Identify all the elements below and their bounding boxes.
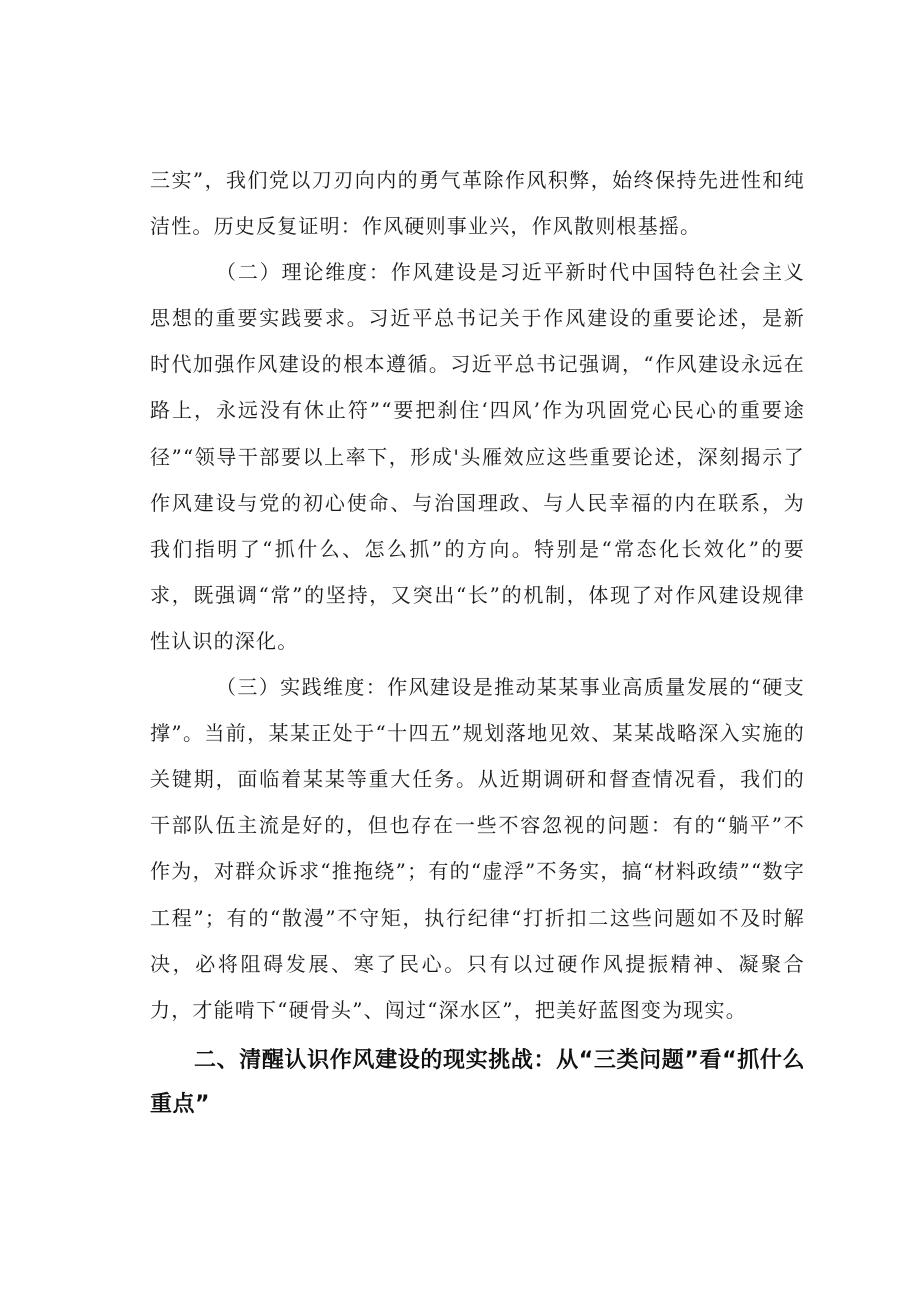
paragraph-theory-dimension: （二）理论维度：作风建设是习近平新时代中国特色社会主义思想的重要实践要求。习近平总书记关于作风建设的重要论述，是新时代加强作风建设的根本遵循。习近平总书记强调，“作风建设永远在路上，永远没有休止符”“要把刹住‘四风’作为巩固党心民心的重要途径”“领导干部要以上率下，形成'头雁效应这些重要论述，深刻揭示了作风建设与党的初心使命、与治国理政、与人民幸福的内在联系，为我们指明了“抓什么、怎么抓”的方向。特别是“常态化长效化”的要求，既强调“常”的坚持，又突出“长”的机制，体现了对作风建设规律性认识的深化。	[150, 260, 805, 653]
paragraph-history-conclusion: 三实”，我们党以刀刃向内的勇气革除作风积弊，始终保持先进性和纯洁性。历史反复证明：作风硬则事业兴，作风散则根基摇。	[150, 168, 805, 239]
paragraph-practice-dimension: （三）实践维度：作风建设是推动某某事业高质量发展的“硬支撑”。当前，某某正处于“十四五”规划落地见效、某某战略深入实施的关键期，面临着某某等重大任务。从近期调研和督查情况看，我们的干部队伍主流是好的，但也存在一些不容忽视的问题：有的“躺平”不作为，对群众诉求“推拖绕”；有的“虚浮”不务实，搞“材料政绩”“数字工程”；有的“散漫”不守矩，执行纪律“打折扣二这些问题如不及时解决，必将阻碍发展、寒了民心。只有以过硬作风提振精神、凝聚合力，才能啃下“硬骨头”、闯过“深水区”，把美好蓝图变为现实。	[150, 675, 805, 1022]
document-body	[150, 157, 805, 1127]
section-heading-two: 二、清醒认识作风建设的现实挑战：从“三类问题”看“抓什么重点”	[150, 1047, 805, 1117]
